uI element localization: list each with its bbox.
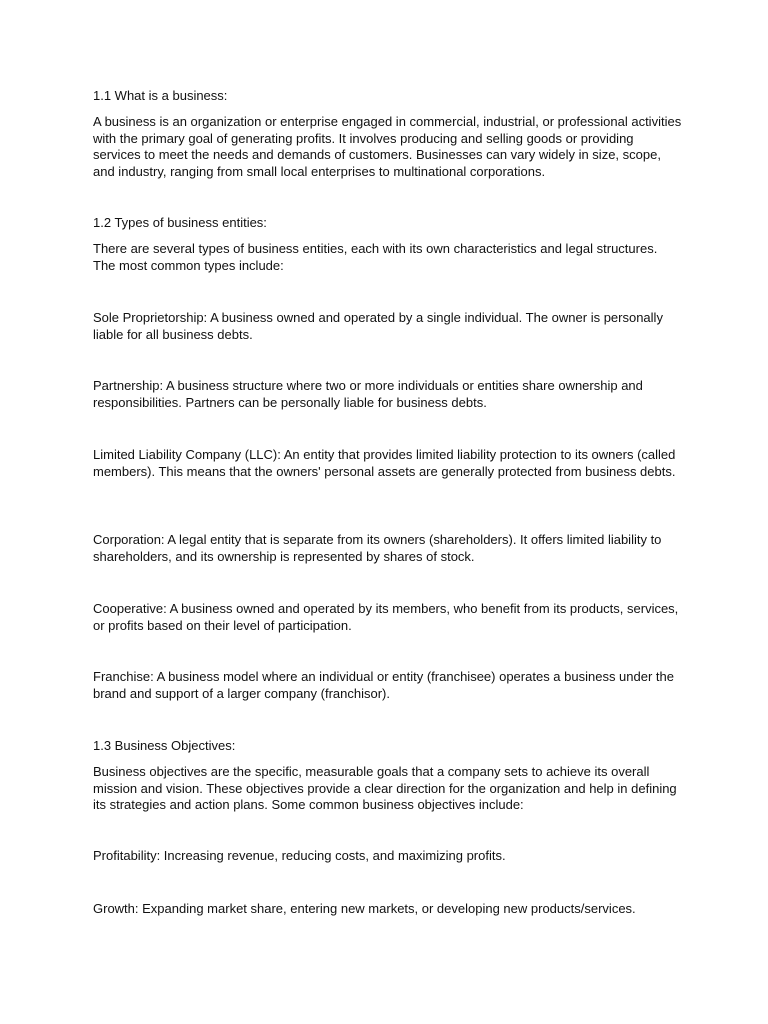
section-heading-business-objectives: 1.3 Business Objectives: xyxy=(93,738,236,753)
objective-item-growth: Growth: Expanding market share, entering new markets, or developing new products/services. xyxy=(93,901,636,916)
entity-item-partnership: Partnership: A business structure where two or more individuals or entities share ownership and responsibilities. Partners can be personally liable for business debts. xyxy=(93,378,643,410)
paragraph-business-entities-intro: There are several types of business entities, each with its own characteristics and legal structures. The most common types include: xyxy=(93,241,658,273)
entity-item-sole-proprietorship: Sole Proprietorship: A business owned and operated by a single individual. The owner is personally liable for all business debts. xyxy=(93,310,663,342)
paragraph-business-objectives-intro: Business objectives are the specific, measurable goals that a company sets to achieve its overall mission and vision. These objectives provide a clear direction for the organization and help in defining its strategies and action plans. Some common business objectives include: xyxy=(93,764,677,813)
entity-item-franchise: Franchise: A business model where an individual or entity (franchisee) operates a business under the brand and support of a larger company (franchisor). xyxy=(93,669,674,701)
entity-item-cooperative: Cooperative: A business owned and operated by its members, who benefit from its products, services, or profits based on their level of participation. xyxy=(93,601,679,633)
entity-item-llc: Limited Liability Company (LLC): An entity that provides limited liability protection to its owners (called members). This means that the owners' personal assets are generally protected from business debts. xyxy=(93,447,676,479)
section-heading-what-is-business: 1.1 What is a business: xyxy=(93,88,228,103)
entity-item-corporation: Corporation: A legal entity that is separate from its owners (shareholders). It offers limited liability to shareholders, and its ownership is represented by shares of stock. xyxy=(93,532,662,564)
section-heading-business-entities: 1.2 Types of business entities: xyxy=(93,215,267,230)
paragraph-what-is-business: A business is an organization or enterprise engaged in commercial, industrial, or professional activities with the primary goal of generating profits. It involves producing and selling goods or providing services to meet the needs and demands of customers. Businesses can vary widely in size, scope, and industry, ranging from small local enterprises to multinational corporations. xyxy=(93,114,682,179)
objective-item-profitability: Profitability: Increasing revenue, reducing costs, and maximizing profits. xyxy=(93,848,506,863)
